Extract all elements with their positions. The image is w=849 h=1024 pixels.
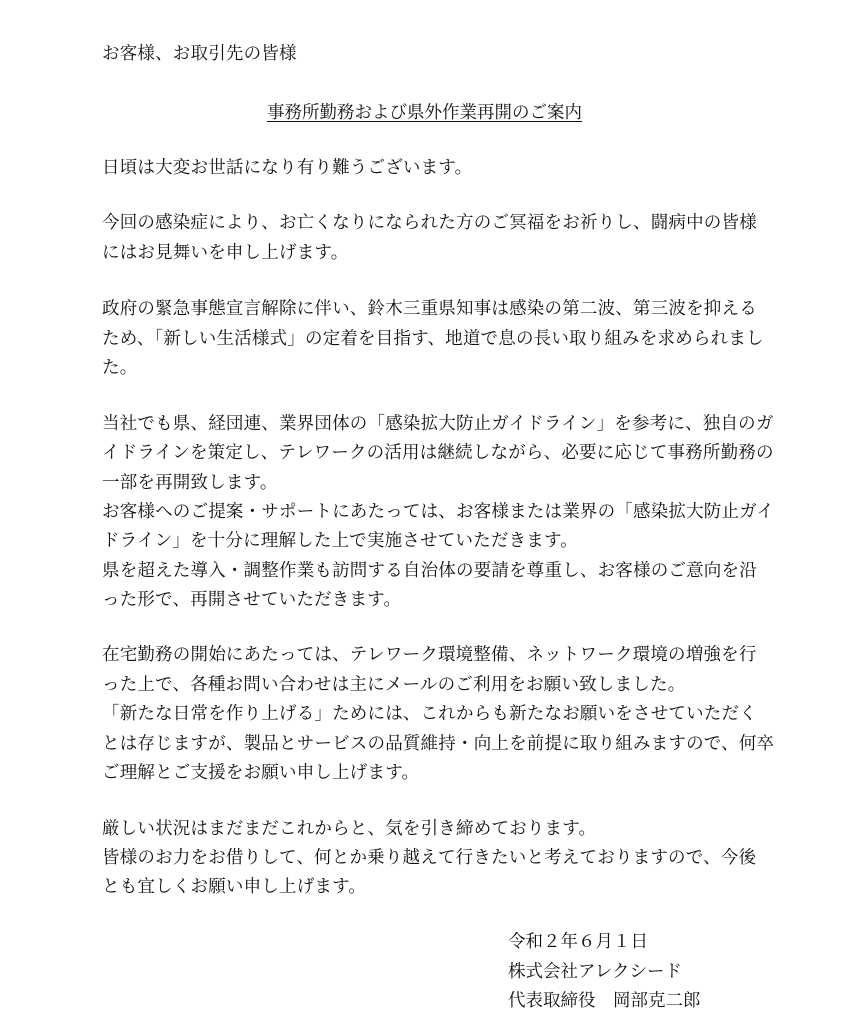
body-line: 政府の緊急事態宣言解除に伴い、鈴木三重県知事は感染の第二波、第三波を抑える	[102, 299, 757, 319]
letter-title	[0, 102, 849, 124]
signature-company: 株式会社アレクシード	[508, 962, 682, 982]
body-line: とは存じますが、製品とサービスの品質維持・向上を前提に取り組みますので、何卒	[102, 734, 775, 754]
body-line: った形で、再開させていただきます。	[102, 590, 402, 610]
body-line: 皆様のお力をお借りして、何とか乗り越えて行きたいと考えておりますので、今後	[102, 848, 757, 868]
body-line: 県を超えた導入・調整作業も訪問する自治体の要請を尊重し、お客様のご意向を沿	[102, 561, 757, 581]
body-line: イドラインを策定し、テレワークの活用は継続しながら、必要に応じて事務所勤務の	[102, 443, 774, 463]
letter-title-text: 事務所勤務および県外作業再開のご案内	[267, 103, 582, 123]
body-line: 厳しい状況はまだまだこれからと、気を引き締めております。	[102, 819, 597, 839]
body-line: 日頃は大変お世話になり有り難うございます。	[102, 158, 473, 178]
body-line: った上で、各種お問い合わせは主にメールのご利用をお願い致しました。	[102, 675, 686, 695]
body-line: ご理解とご支援をお願い申し上げます。	[102, 763, 420, 783]
body-line: とも宜しくお願い申し上げます。	[102, 877, 367, 897]
signature-representative: 代表取締役 岡部克二郎	[508, 991, 701, 1011]
body-line: 一部を再開致します。	[102, 473, 278, 493]
body-line: た。	[102, 358, 138, 378]
signature-date: 令和２年６月１日	[508, 932, 648, 952]
body-line: 在宅勤務の開始にあたっては、テレワーク環境整備、ネットワーク環境の増強を行	[102, 645, 757, 665]
body-line: にはお見舞いを申し上げます。	[102, 243, 349, 263]
body-line: お客様へのご提案・サポートにあたっては、お客様または業界の「感染拡大防止ガイ	[102, 502, 775, 522]
body-line: 「新たな日常を作り上げる」ためには、これからも新たなお願いをさせていただく	[102, 704, 757, 724]
body-line: ドライン」を十分に理解した上で実施させていただきます。	[102, 531, 578, 551]
body-line: 当社でも県、経団連、業界団体の「感染拡大防止ガイドライン」を参考に、独自のガ	[102, 414, 774, 434]
body-line: 今回の感染症により、お亡くなりになられた方のご冥福をお祈りし、闘病中の皆様	[102, 213, 757, 233]
body-line: ため、「新しい生活様式」の定着を目指す、地道で息の長い取り組みを求められまし	[102, 329, 764, 349]
salutation: お客様、お取引先の皆様	[102, 44, 297, 64]
